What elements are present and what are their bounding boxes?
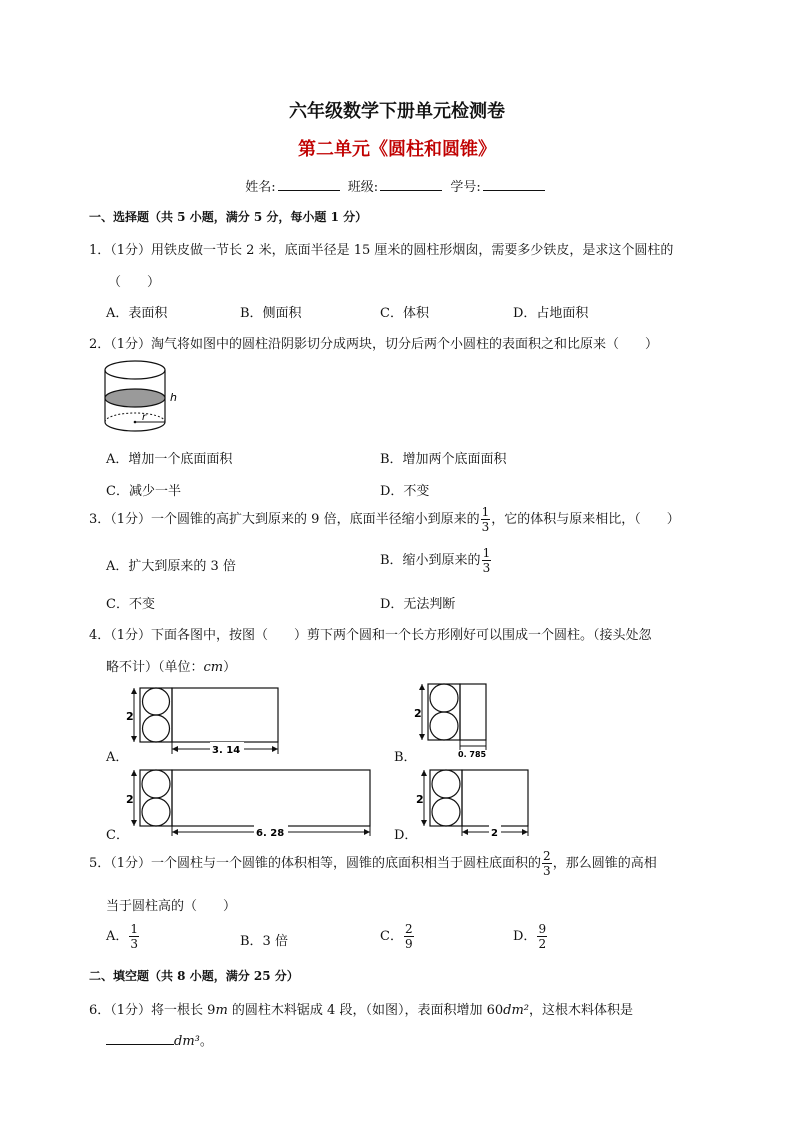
q4-figure-c (124, 766, 374, 838)
q1-option-c[interactable]: C．体积 (380, 306, 429, 321)
q2-option-d[interactable]: D．不变 (380, 484, 430, 499)
svg-text:2: 2 (491, 828, 498, 838)
q6-answer-blank[interactable] (106, 1032, 174, 1045)
svg-text:2: 2 (416, 793, 424, 806)
q3-option-b[interactable]: B．缩小到原来的 $\frac{1}{3}$ (380, 546, 491, 575)
q4-option-d[interactable]: D． (394, 828, 418, 843)
id-blank[interactable] (483, 178, 545, 191)
q3-option-b-fraction: $\frac{1}{3}$ (482, 546, 491, 575)
q2-option-a[interactable]: A．增加一个底面面积 (106, 452, 233, 467)
q6-text: 6．（1分）将一根长 9m 的圆柱木料锯成 4 段，（如图），表面积增加 60dm²，这根木料体积是 (89, 1003, 634, 1018)
q1-option-a[interactable]: A．表面积 (106, 306, 168, 321)
q4-option-c[interactable]: C． (106, 828, 129, 843)
q3-option-a[interactable]: A．扩大到原来的 3 倍 (106, 559, 236, 574)
class-label: 班级: (347, 180, 379, 195)
q1-line1: 1．（1分）用铁皮做一节长 2 米，底面半径是 15 厘米的圆柱形烟囱，需要多少铁皮，是求这个圆柱的 (89, 243, 674, 258)
q1-option-b[interactable]: B．侧面积 (240, 306, 302, 321)
class-blank[interactable] (380, 178, 442, 191)
section1-heading: 一、选择题（共 5 小题，满分 5 分，每小题 1 分） (89, 210, 368, 224)
q4-line1: 4．（1分）下面各图中，按图（ ）剪下两个圆和一个长方形刚好可以围成一个圆柱。（接头处忽 (89, 628, 652, 643)
q4-line2: 略不计）（单位：cm） (106, 660, 237, 675)
name-blank[interactable] (278, 178, 340, 191)
q4-option-b[interactable]: B． (394, 750, 417, 765)
svg-text:2: 2 (414, 707, 422, 720)
q2-text: 2．（1分）淘气将如图中的圆柱沿阴影切分成两块，切分后两个小圆柱的表面积之和比原来（ ） (89, 337, 659, 352)
unit-subtitle: 第二单元《圆柱和圆锥》 (298, 139, 496, 160)
q5-line2: 当于圆柱高的（ ） (106, 899, 237, 914)
q6-line2: dm³。 (106, 1030, 213, 1049)
name-label: 姓名: (245, 180, 276, 195)
q3-text: 3．（1分）一个圆锥的高扩大到原来的 9 倍，底面半径缩小到原来的 $\frac{1}{3}$ ，它的体积与原来相比，（ ） (89, 505, 680, 534)
q2-option-c[interactable]: C．减少一半 (106, 484, 181, 499)
q4-figure-d (414, 766, 534, 838)
q3-option-c[interactable]: C．不变 (106, 597, 155, 612)
cylinder-figure (102, 358, 184, 438)
q4-figure-b (412, 680, 492, 760)
svg-text:3. 14: 3. 14 (212, 745, 241, 756)
q5-option-d[interactable]: D． $\frac{9}{2}$ (513, 922, 547, 951)
q3-fraction: $\frac{1}{3}$ (481, 505, 490, 534)
q5-option-c[interactable]: C． $\frac{2}{9}$ (380, 922, 413, 951)
q1-option-d[interactable]: D．占地面积 (513, 306, 589, 321)
q5-fraction: $\frac{2}{3}$ (543, 849, 551, 878)
svg-text:0. 785: 0. 785 (458, 750, 487, 759)
q5-option-a[interactable]: A． $\frac{1}{3}$ (106, 922, 139, 951)
q2-option-b[interactable]: B．增加两个底面面积 (380, 452, 507, 467)
svg-text:2: 2 (126, 710, 134, 723)
q3-option-d[interactable]: D．无法判断 (380, 597, 456, 612)
svg-text:6. 28: 6. 28 (256, 828, 285, 838)
fig-label-h: h (170, 391, 177, 404)
q4-figure-a (124, 684, 286, 756)
q5-option-b[interactable]: B．3 倍 (240, 934, 288, 949)
q5-text: 5．（1分）一个圆柱与一个圆锥的体积相等，圆锥的底面积相当于圆柱底面积的 $\frac{2}{3}$ ，那么圆锥的高相 (89, 849, 657, 878)
section2-heading: 二、填空题（共 8 小题，满分 25 分） (89, 969, 299, 983)
q1-line2: （ ） (108, 275, 161, 290)
fig-label-r: r (142, 412, 147, 423)
svg-text:2: 2 (126, 793, 134, 806)
id-label: 学号: (450, 180, 481, 195)
page-title: 六年级数学下册单元检测卷 (289, 101, 505, 122)
q4-option-a[interactable]: A． (106, 750, 129, 765)
student-info-row (0, 176, 794, 195)
